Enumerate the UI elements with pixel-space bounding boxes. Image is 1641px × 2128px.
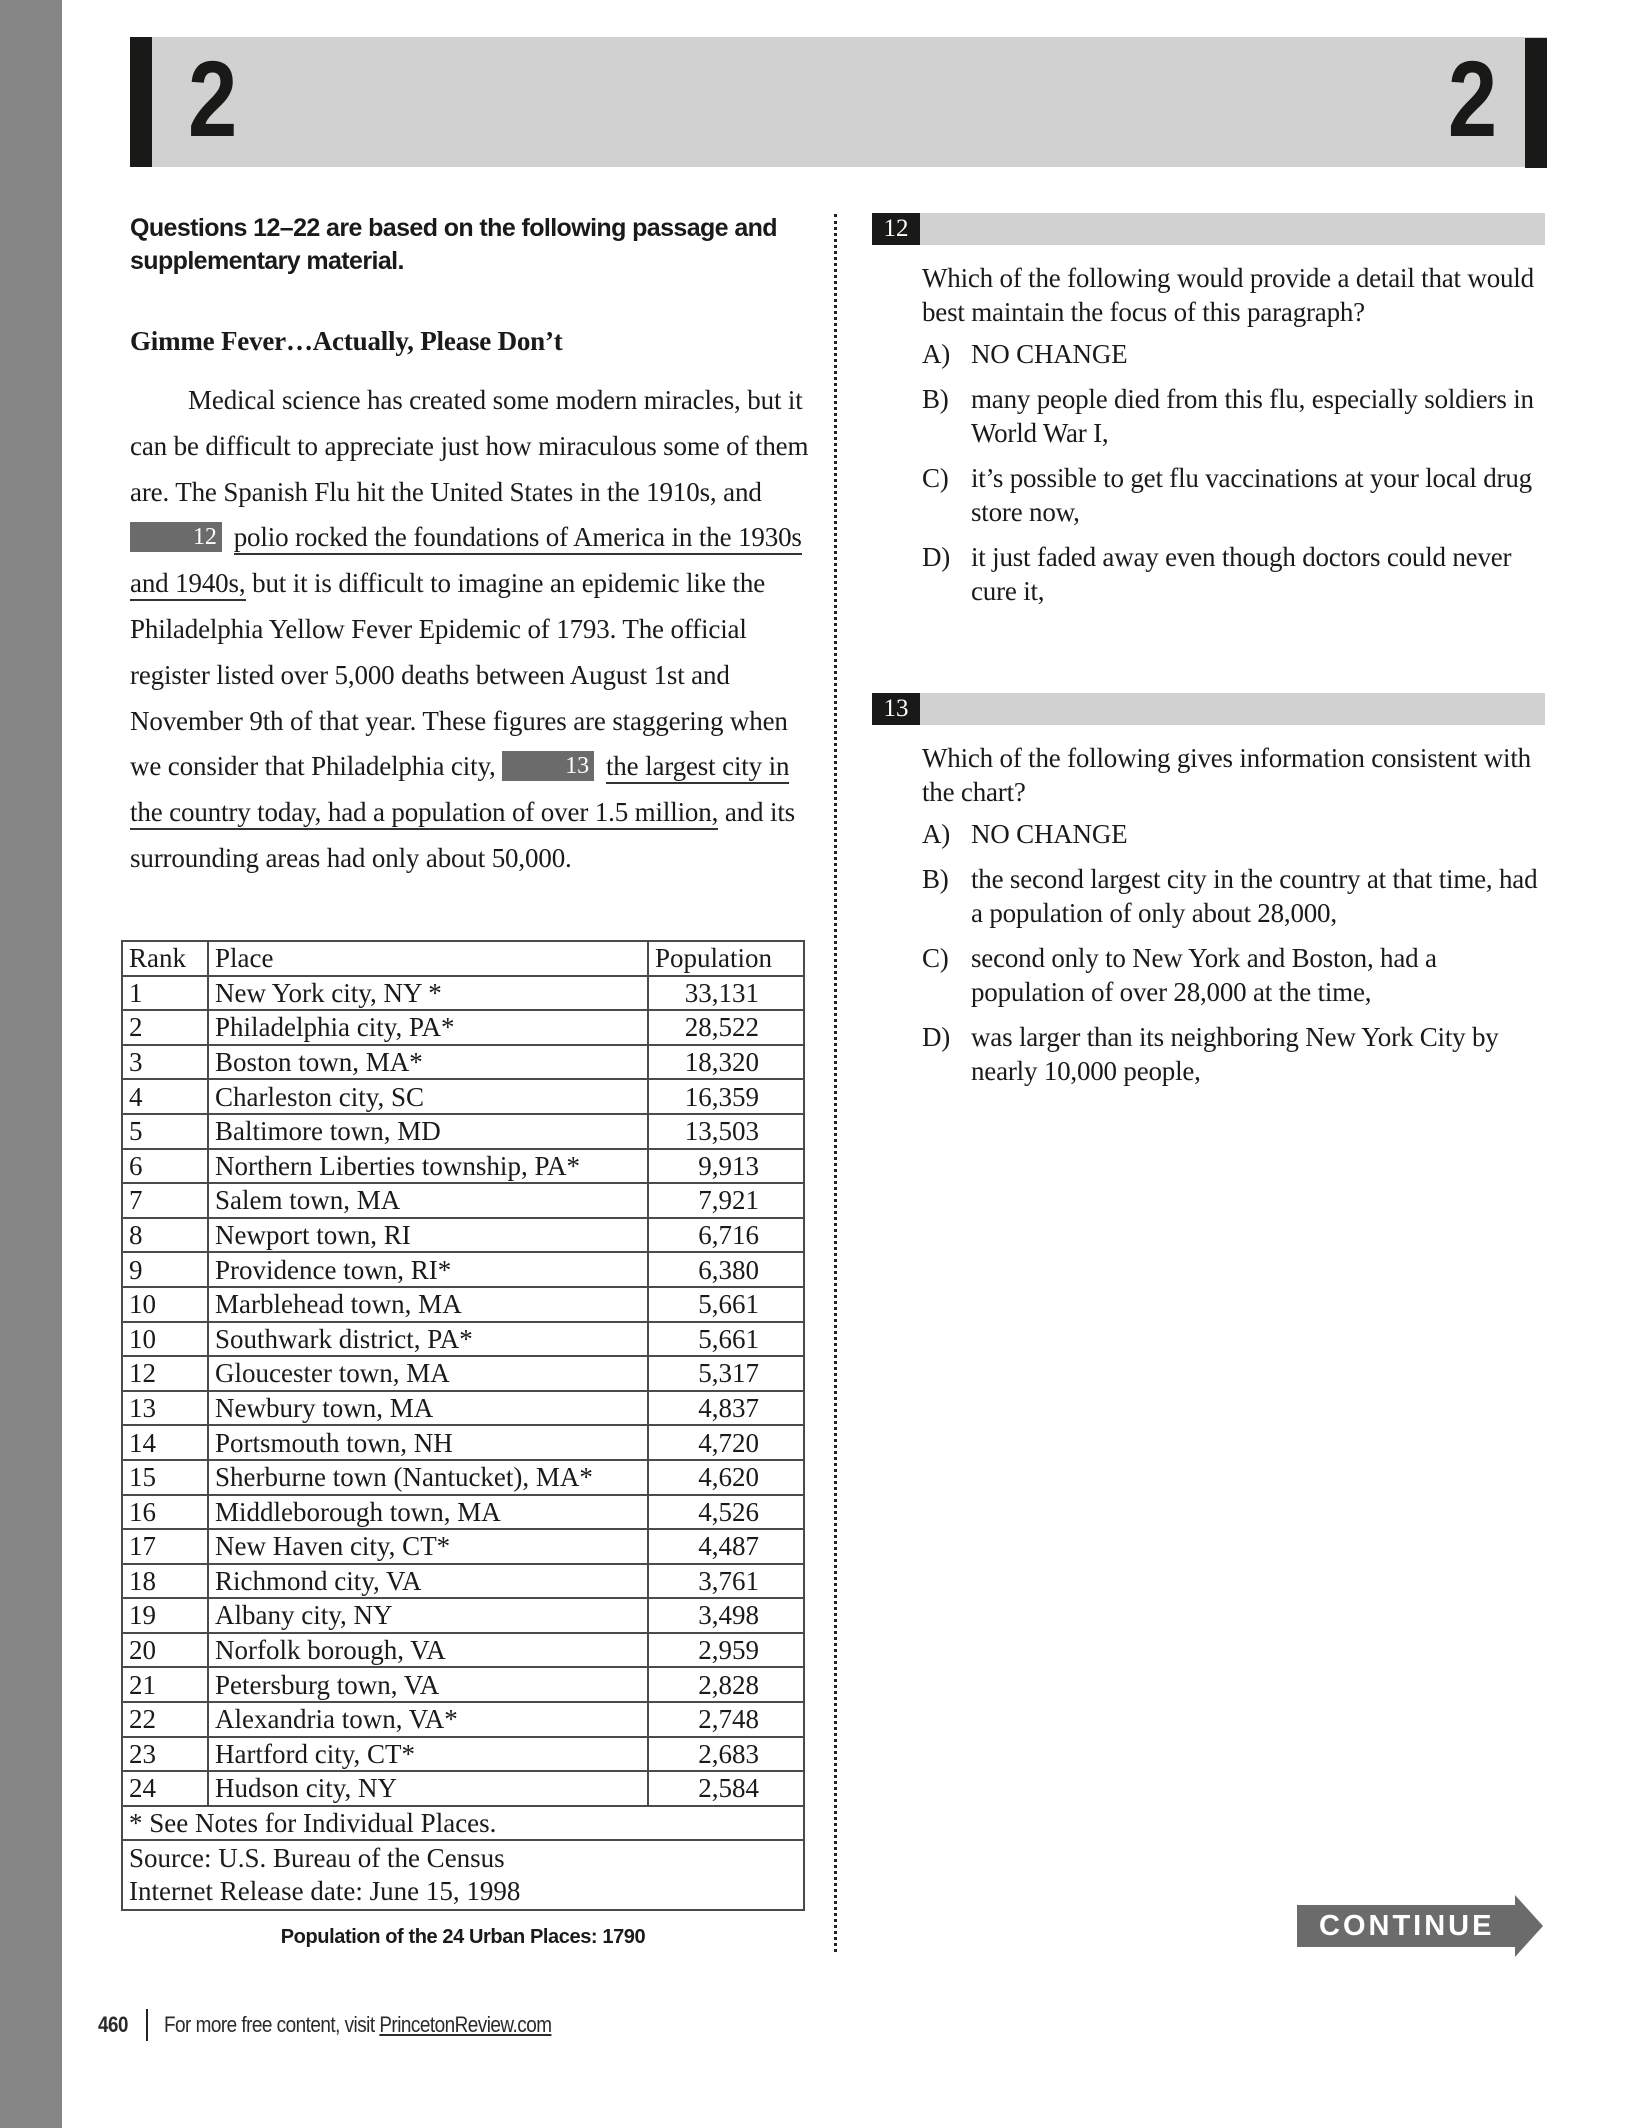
continue-button[interactable] [1297, 1895, 1543, 1957]
population-cell: 2,959 [648, 1633, 804, 1668]
place-cell: Newbury town, MA [208, 1391, 648, 1426]
table-row [122, 1079, 804, 1114]
table-row [122, 1322, 804, 1357]
table-row [122, 1287, 804, 1322]
rank-cell: 12 [122, 1356, 208, 1391]
rank-cell: 20 [122, 1633, 208, 1668]
rank-cell: 15 [122, 1460, 208, 1495]
footer-text: For more free content, visit [164, 2012, 380, 2037]
section-bar-left [130, 37, 152, 167]
underlined-portion-13: the largest city in the country today, had a population of over 1.5 million, [130, 751, 789, 830]
table-row [122, 1149, 804, 1184]
population-cell: 4,526 [648, 1495, 804, 1530]
table-row [122, 1529, 804, 1564]
answer-choice-c[interactable] [922, 941, 1545, 1009]
passage-title: Gimme Fever…Actually, Please Don’t [130, 326, 563, 356]
choice-letter: D) [922, 542, 951, 572]
table-row [122, 1737, 804, 1772]
place-cell: Hudson city, NY [208, 1771, 648, 1806]
population-cell: 3,498 [648, 1598, 804, 1633]
question-13 [872, 693, 1545, 1099]
table-row [122, 1702, 804, 1737]
choice-text: was larger than its neighboring New York City by nearly 10,000 people, [971, 1022, 1499, 1086]
population-cell: 18,320 [648, 1045, 804, 1080]
rank-cell: 1 [122, 976, 208, 1011]
passage-text: but it is difficult to imagine an epidemic like the Philadelphia Yellow Fever Epidemic of 1793. The official register listed over 5,000 deaths between August 1st and November 9th of that year. These figures are staggering when we consider that Philadelphia city, [130, 568, 788, 782]
rank-cell: 16 [122, 1495, 208, 1530]
rank-cell: 5 [122, 1114, 208, 1149]
underlined-portion-12: polio rocked the foundations of America in the 1930s and 1940s, [130, 522, 802, 601]
population-cell: 5,317 [648, 1356, 804, 1391]
choice-letter: B) [922, 864, 949, 894]
place-cell: Alexandria town, VA* [208, 1702, 648, 1737]
rank-cell: 22 [122, 1702, 208, 1737]
rank-cell: 17 [122, 1529, 208, 1564]
section-number-left: 2 [188, 38, 238, 159]
place-cell: New Haven city, CT* [208, 1529, 648, 1564]
population-cell: 4,837 [648, 1391, 804, 1426]
passage-body [130, 378, 810, 882]
population-cell: 7,921 [648, 1183, 804, 1218]
table-note: * See Notes for Individual Places. [122, 1806, 804, 1841]
passage-text: and its surrounding areas had only about 50,000. [130, 797, 796, 873]
rank-cell: 4 [122, 1079, 208, 1114]
place-cell: Northern Liberties township, PA* [208, 1149, 648, 1184]
choice-text: the second largest city in the country at that time, had a population of only about 28,000, [971, 864, 1538, 928]
table-row [122, 1633, 804, 1668]
table-row [122, 1425, 804, 1460]
choice-text: second only to New York and Boston, had a population of over 28,000 at the time, [971, 943, 1437, 1007]
table-row [122, 1667, 804, 1702]
footer-text-wrap [164, 2010, 551, 2040]
rank-cell: 24 [122, 1771, 208, 1806]
rank-cell: 19 [122, 1598, 208, 1633]
question-stem: Which of the following gives information consistent with the chart? [922, 743, 1531, 807]
rank-cell: 2 [122, 1010, 208, 1045]
question-header [872, 213, 1545, 245]
table-body [122, 976, 804, 1806]
table-row [122, 976, 804, 1011]
rank-cell: 7 [122, 1183, 208, 1218]
question-12 [872, 213, 1545, 619]
population-cell: 2,828 [648, 1667, 804, 1702]
footer-link[interactable]: PrincetonReview.com [379, 2012, 552, 2037]
population-cell: 4,720 [648, 1425, 804, 1460]
rank-cell: 13 [122, 1391, 208, 1426]
place-cell: Providence town, RI* [208, 1252, 648, 1287]
population-cell: 4,487 [648, 1529, 804, 1564]
place-cell: Boston town, MA* [208, 1045, 648, 1080]
table-row [122, 1564, 804, 1599]
section-number-right: 2 [1447, 38, 1497, 159]
population-cell: 28,522 [648, 1010, 804, 1045]
choice-text: it’s possible to get flu vaccinations at your local drug store now, [971, 463, 1532, 527]
rank-cell: 8 [122, 1218, 208, 1253]
population-table [121, 940, 805, 1911]
rank-cell: 21 [122, 1667, 208, 1702]
column-header-place: Place [208, 941, 648, 976]
continue-label: CONTINUE [1319, 1910, 1495, 1942]
table-row [122, 1010, 804, 1045]
choice-text: it just faded away even though doctors could never cure it, [971, 542, 1512, 606]
place-cell: Hartford city, CT* [208, 1737, 648, 1772]
question-number: 13 [872, 693, 920, 725]
answer-choice-a[interactable] [922, 817, 1545, 851]
release-date-line: Internet Release date: June 15, 1998 [129, 1876, 521, 1907]
place-cell: Southwark district, PA* [208, 1322, 648, 1357]
section-bar-right [1525, 38, 1547, 168]
table-note-row [122, 1806, 804, 1841]
population-cell: 5,661 [648, 1287, 804, 1322]
table-row [122, 1598, 804, 1633]
rank-cell: 10 [122, 1287, 208, 1322]
answer-choice-b[interactable] [922, 862, 1545, 930]
rank-cell: 18 [122, 1564, 208, 1599]
table-row [122, 1495, 804, 1530]
table-row [122, 1114, 804, 1149]
population-cell: 16,359 [648, 1079, 804, 1114]
choice-text: many people died from this flu, especially soldiers in World War I, [971, 384, 1534, 448]
population-cell: 5,661 [648, 1322, 804, 1357]
rank-cell: 10 [122, 1322, 208, 1357]
table-row [122, 1252, 804, 1287]
column-divider [834, 214, 837, 1952]
population-cell: 6,716 [648, 1218, 804, 1253]
place-cell: Salem town, MA [208, 1183, 648, 1218]
page-edge-strip [0, 0, 62, 2128]
place-cell: Philadelphia city, PA* [208, 1010, 648, 1045]
column-header-population: Population [648, 941, 804, 976]
population-cell: 2,748 [648, 1702, 804, 1737]
place-cell: Marblehead town, MA [208, 1287, 648, 1322]
choice-letter: A) [922, 339, 951, 369]
population-cell: 4,620 [648, 1460, 804, 1495]
place-cell: Albany city, NY [208, 1598, 648, 1633]
place-cell: Charleston city, SC [208, 1079, 648, 1114]
place-cell: Baltimore town, MD [208, 1114, 648, 1149]
choice-text: NO CHANGE [971, 819, 1128, 849]
choice-letter: A) [922, 819, 951, 849]
question-marker-12[interactable]: 12 [130, 522, 222, 552]
rank-cell: 14 [122, 1425, 208, 1460]
table-row [122, 1183, 804, 1218]
table-row [122, 1460, 804, 1495]
choice-letter: D) [922, 1022, 951, 1052]
passage-paragraph [130, 378, 810, 882]
rank-cell: 6 [122, 1149, 208, 1184]
question-header [872, 693, 1545, 725]
questions-intro: Questions 12–22 are based on the following passage and supplementary material. [130, 214, 777, 275]
passage-text: Medical science has created some modern miracles, but it can be difficult to appreciate just how miraculous some of them are. The Spanish Flu hit the United States in the 1910s, and [130, 385, 809, 507]
population-cell: 6,380 [648, 1252, 804, 1287]
source-line: Source: U.S. Bureau of the Census [129, 1843, 505, 1874]
table-row [122, 1045, 804, 1080]
population-cell: 2,584 [648, 1771, 804, 1806]
question-number: 12 [872, 213, 920, 245]
choice-letter: B) [922, 384, 949, 414]
page-number: 460 [98, 2012, 128, 2037]
place-cell: Sherburne town (Nantucket), MA* [208, 1460, 648, 1495]
rank-cell: 3 [122, 1045, 208, 1080]
place-cell: Portsmouth town, NH [208, 1425, 648, 1460]
choice-letter: C) [922, 463, 949, 493]
rank-cell: 23 [122, 1737, 208, 1772]
place-cell: Norfolk borough, VA [208, 1633, 648, 1668]
place-cell: Petersburg town, VA [208, 1667, 648, 1702]
population-cell: 9,913 [648, 1149, 804, 1184]
question-stem: Which of the following would provide a detail that would best maintain the focus of this paragraph? [922, 263, 1534, 327]
table-source-row [122, 1840, 804, 1910]
section-header [130, 37, 1547, 167]
table-row [122, 1391, 804, 1426]
place-cell: Gloucester town, MA [208, 1356, 648, 1391]
place-cell: Richmond city, VA [208, 1564, 648, 1599]
page-footer [98, 2009, 615, 2041]
choice-letter: C) [922, 943, 949, 973]
table-caption: Population of the 24 Urban Places: 1790 [280, 1926, 646, 1948]
column-header-rank: Rank [122, 941, 208, 976]
answer-choice-b[interactable] [922, 382, 1545, 450]
place-cell: Middleborough town, MA [208, 1495, 648, 1530]
answer-choice-d[interactable] [922, 540, 1545, 608]
table-row [122, 1218, 804, 1253]
population-cell: 3,761 [648, 1564, 804, 1599]
choice-text: NO CHANGE [971, 339, 1128, 369]
population-cell: 2,683 [648, 1737, 804, 1772]
table-source [122, 1840, 804, 1910]
population-cell: 13,503 [648, 1114, 804, 1149]
answer-choice-c[interactable] [922, 461, 1545, 529]
place-cell: New York city, NY * [208, 976, 648, 1011]
answer-choice-d[interactable] [922, 1020, 1545, 1088]
place-cell: Newport town, RI [208, 1218, 648, 1253]
table-row [122, 1771, 804, 1806]
answer-choice-a[interactable] [922, 337, 1545, 371]
population-cell: 33,131 [648, 976, 804, 1011]
question-marker-13[interactable]: 13 [502, 751, 594, 781]
table-row [122, 1356, 804, 1391]
table-header-row [122, 941, 804, 976]
footer-separator [146, 2009, 148, 2041]
rank-cell: 9 [122, 1252, 208, 1287]
